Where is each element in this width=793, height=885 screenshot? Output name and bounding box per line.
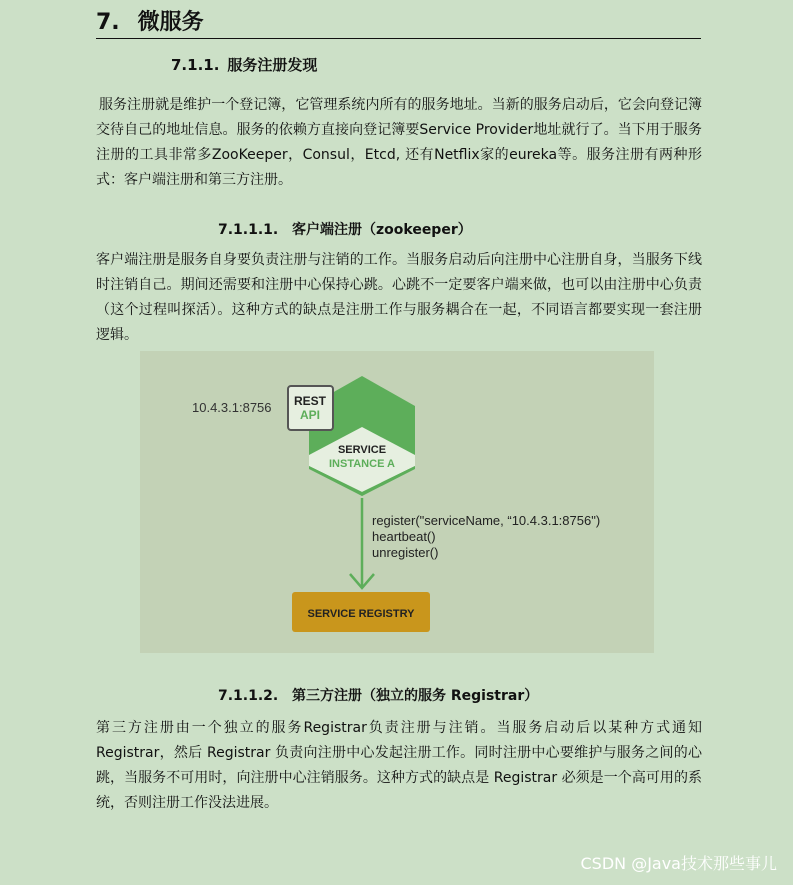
subsection-heading	[171, 54, 317, 76]
service-registry-label: SERVICE REGISTRY	[307, 608, 415, 620]
rest-label: REST	[293, 394, 327, 408]
third-party-registration-title: 第三方注册（独立的服务 Registrar）	[292, 688, 539, 704]
third-party-registration-number: 7.1.1.2.	[218, 688, 279, 704]
section-number: 7.	[96, 10, 120, 35]
subsection-title: 服务注册发现	[227, 56, 318, 74]
intro-paragraph: 服务注册就是维护一个登记簿，它管理系统内所有的服务地址。当新的服务启动后，它会向登记簿交待自己的地址信息。服务的依赖方直接向登记簿要Service Provider地址就行了。当下用于服务注册的工具非常多ZooKeeper，Consul，Etcd, 还有Netflix家的eureka等。服务注册有两种形式：客户端注册和第三方注册。	[96, 97, 702, 188]
third-party-registration-paragraph: 第三方注册由一个独立的服务Registrar负责注册与注销。当服务启动后以某种方式通知Registrar，然后 Registrar 负责向注册中心发起注册工作。同时注册中心要维护与服务之间的心跳，当服务不可用时，向注册中心注销服务。这种方式的缺点是 Registrar 必须是一个高可用的系统，否则注册工作没法进展。	[96, 720, 702, 811]
third-party-registration-heading	[218, 685, 538, 707]
section-heading	[96, 8, 701, 39]
service-address: 10.4.3.1:8756	[192, 400, 272, 415]
section-title: 微服务	[137, 10, 204, 35]
instance-label: INSTANCE A	[329, 458, 395, 470]
client-registration-paragraph: 客户端注册是服务自身要负责注册与注销的工作。当服务启动后向注册中心注册自身，当服务下线时注销自己。期间还需要和注册中心保持心跳。心跳不一定要客户端来做，也可以由注册中心负责（这个过程叫探活）。这种方式的缺点是注册工作与服务耦合在一起，不同语言都要实现一套注册逻辑。	[96, 252, 702, 343]
client-registration-diagram	[140, 351, 654, 653]
client-registration-title: 客户端注册（zookeeper）	[292, 222, 472, 238]
api-label: API	[299, 408, 321, 422]
call-unregister: unregister()	[372, 545, 439, 560]
call-register: register("serviceName, “10.4.3.1:8756")	[372, 513, 601, 528]
service-label: SERVICE	[337, 444, 387, 456]
client-registration-number: 7.1.1.1.	[218, 222, 279, 238]
client-registration-heading	[218, 219, 472, 241]
call-heartbeat: heartbeat()	[372, 529, 436, 544]
subsection-number: 7.1.1.	[171, 56, 220, 74]
csdn-watermark: CSDN @Java技术那些事儿	[580, 854, 777, 873]
